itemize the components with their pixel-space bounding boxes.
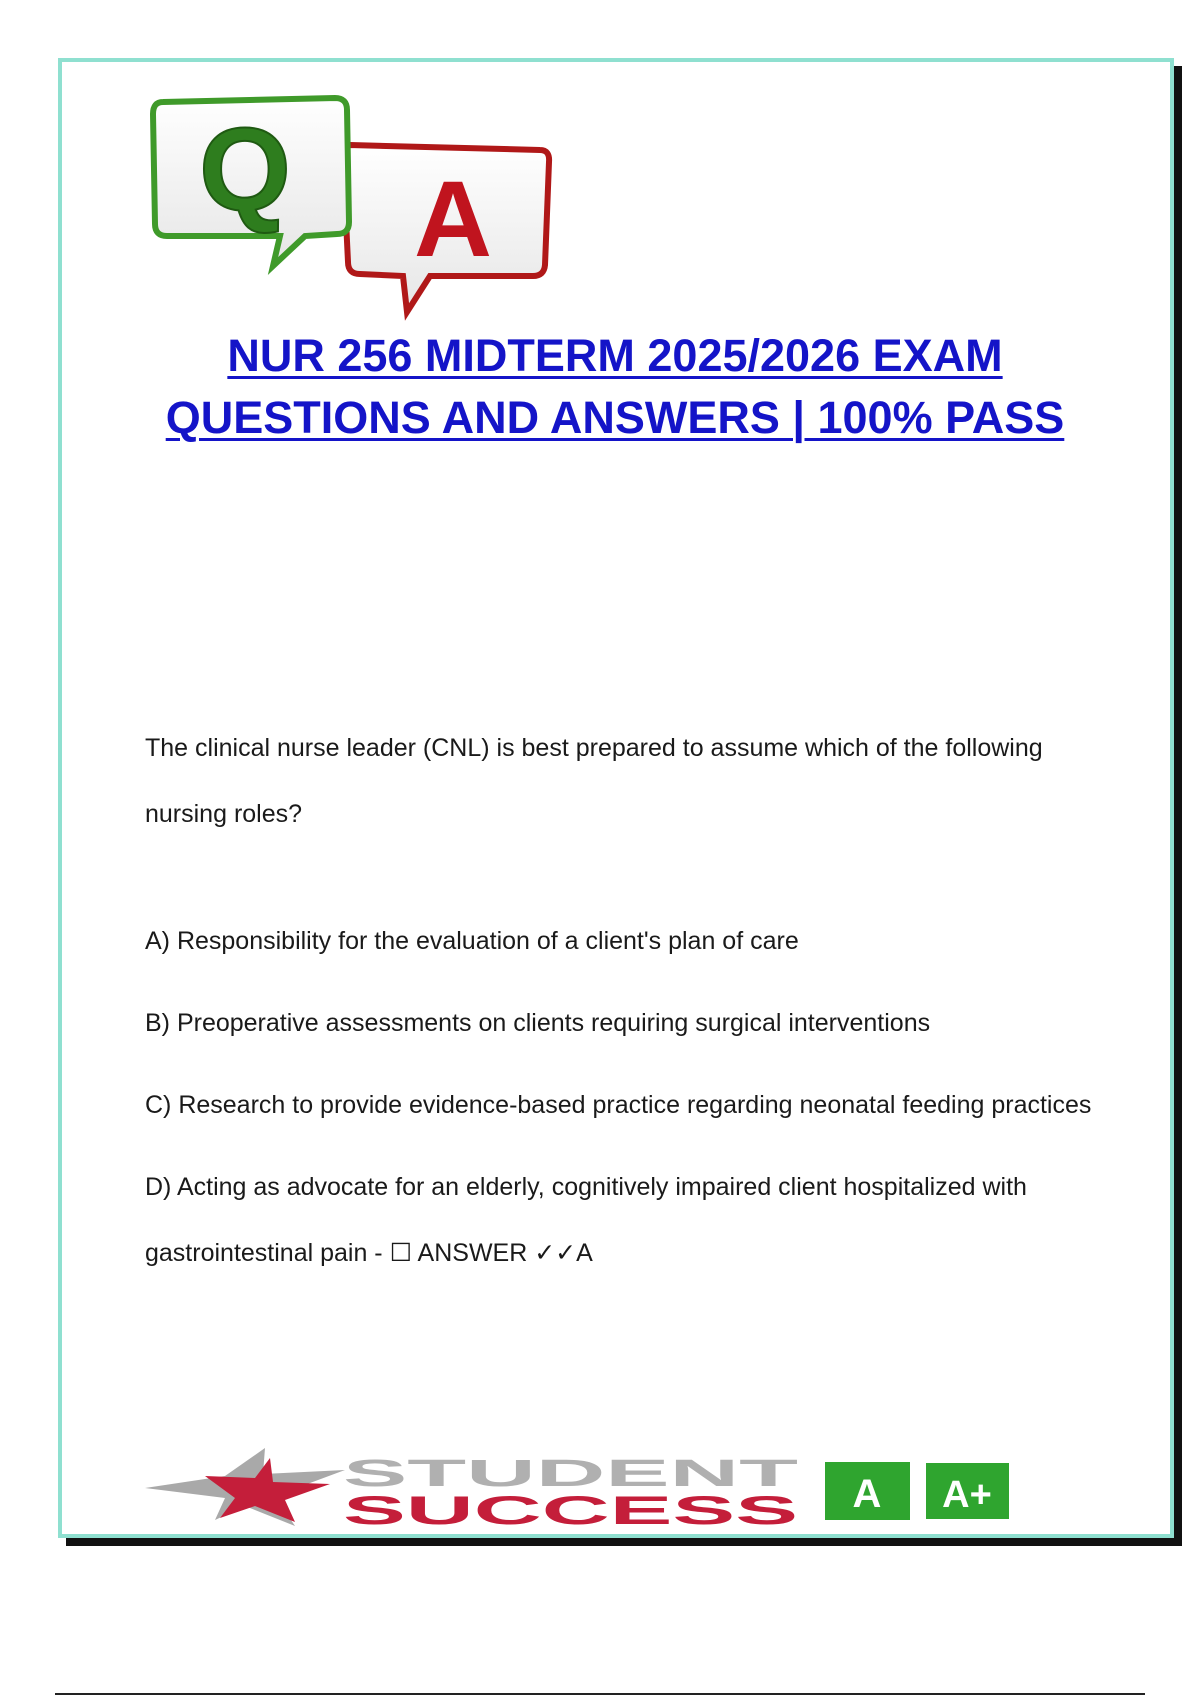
- option-c: C) Research to provide evidence-based practice regarding neonatal feeding practices: [145, 1091, 1092, 1119]
- answer-options: [145, 908, 1105, 1302]
- a-letter: A: [414, 158, 492, 279]
- qa-speech-bubble-logo: [145, 90, 565, 325]
- grade-a-label: A: [852, 1472, 882, 1516]
- document-title: NUR 256 MIDTERM 2025/2026 EXAM QUESTIONS AND ANSWERS | 100% PASS: [165, 330, 1065, 443]
- bottom-rule: [55, 1693, 1145, 1695]
- brand-line-success: SUCCESS: [343, 1489, 798, 1528]
- brand-line-student: STUDENT: [343, 1453, 798, 1495]
- option-a: A) Responsibility for the evaluation of a client's plan of care: [145, 927, 799, 955]
- option-b: B) Preoperative assessments on clients requiring surgical interventions: [145, 1009, 931, 1037]
- question-text: The clinical nurse leader (CNL) is best prepared to assume which of the following nursing roles?: [145, 734, 1043, 828]
- grade-a-plus-label: A+: [942, 1474, 992, 1516]
- option-d: D) Acting as advocate for an elderly, cognitively impaired client hospitalized with gastrointestinal pain - ☐ ANSWER ✓✓A: [145, 1173, 1027, 1267]
- q-letter: Q: [199, 104, 291, 236]
- student-success-logo: [145, 1448, 1075, 1528]
